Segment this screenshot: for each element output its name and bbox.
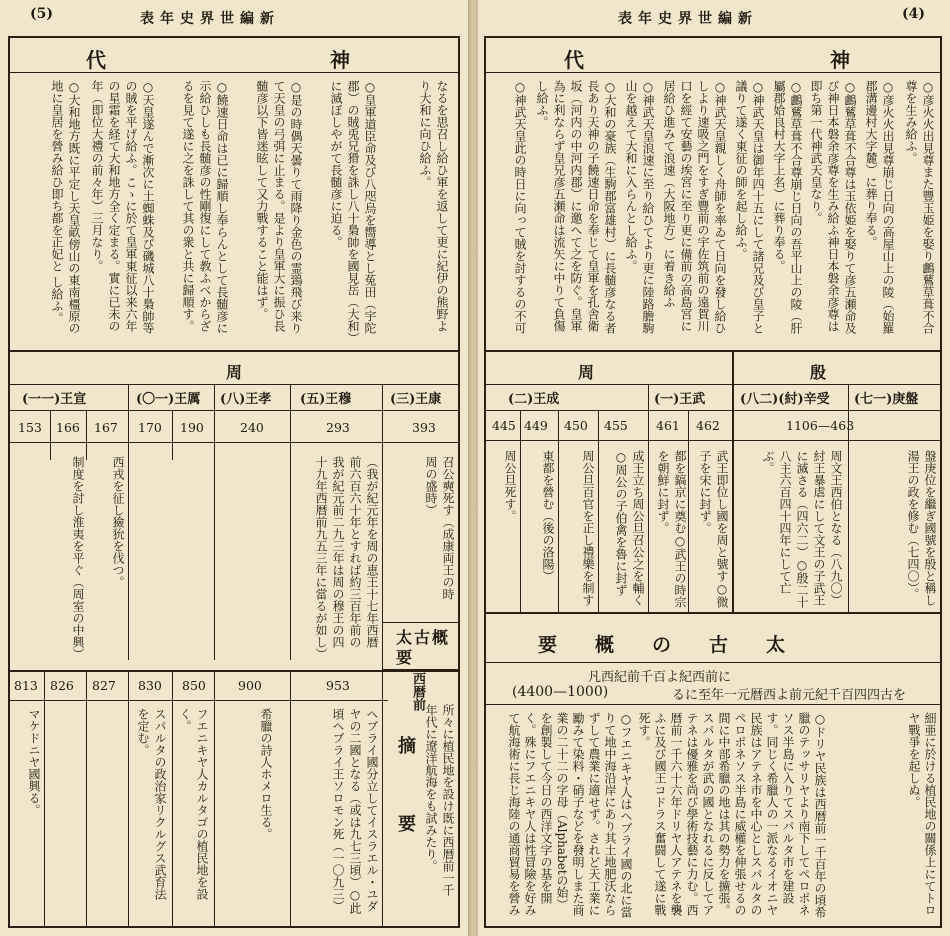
left-year-293: 293 xyxy=(326,420,350,435)
right-year-449: 449 xyxy=(524,418,548,433)
left-narrative-2: ○皇軍道臣命及び八咫烏を嚮導とし菟田（宇陀郡）の賊兎兄猾を誅し八十梟帥を國見岳（大和）に滅ぼしやがて長髄彦に迫る。 xyxy=(329,80,377,338)
left-era-year-900: 900 xyxy=(238,678,262,693)
left-king-xuan: (一一)王宣 xyxy=(22,392,87,407)
left-section-box-label: 太古概要 xyxy=(396,628,451,667)
right-king-cheng: (二)王成 xyxy=(508,392,560,407)
left-era-event-4: フエニキヤ人カルタゴの植民地を設く。 xyxy=(178,708,209,900)
left-year-240: 240 xyxy=(240,420,264,435)
left-era-year-826: 826 xyxy=(50,678,74,693)
right-era-range: (4400—1000) xyxy=(512,684,609,700)
left-era-event-1: 所々に植民地を設け既に西暦前一千年代に遼洋航海をも試みたり。 xyxy=(424,704,455,896)
right-event-cheng-4: 周公旦死す。 xyxy=(503,450,517,522)
right-event-zhou: 周文王西伯となる（八九〇）紂王暴虐にして文王の子武王に滅さる（四六二）○殷二十八主六百四十四年にして亡ぶ。 xyxy=(761,450,843,608)
right-dynasty-zhou: 周 xyxy=(578,363,595,382)
right-section-title-left: 代 xyxy=(564,48,584,72)
right-narrative-6: ○神武天皇親しく舟師を率ゐて日向を發し給ひしより速吸之門をすぎ豐前の宇佐筑前の遠賀川口を經て安藝の埃宮に至り更に備前の高島宮に居給ひ進みて浪速（大阪地方）に着き給ふ xyxy=(662,80,727,334)
right-event-wu-1: 武王即位し國を周と號す○微子を宋に封ず。 xyxy=(698,450,729,608)
left-narrative-5: ○天皇遂んで漸次に土蜘蛛及び磯城八十梟帥等の賊を平げ給ふ。こゝに於て皇軍東征以来六年の星霜を経て大和地方全く定まる。實に已未の年（即位大禮の前々年）三月なり。 xyxy=(90,80,155,334)
right-narrative-3: ○鸕鶿草葺不合尊は玉依姫を娶りて彦五瀬命及び神日本磐余彦尊を生み給ふ神日本磐余彦尊は即ち第一代神武天皇なり。 xyxy=(809,80,857,334)
left-era-year-953: 953 xyxy=(326,678,350,693)
left-era-year-813: 813 xyxy=(14,678,38,693)
left-era-event-6: マケドニヤ國興る。 xyxy=(27,708,41,816)
right-year-450: 450 xyxy=(564,418,588,433)
right-year-455: 455 xyxy=(604,418,628,433)
left-era-year-827: 827 xyxy=(92,678,116,693)
right-page-number: (4) xyxy=(902,6,925,22)
left-era-event-2: ヘブライ國分立してイスラエル・ユダヤの二國となる（或は九七三頃）○此頃ヘブライ王ソロモン死（一〇九三） xyxy=(331,708,379,914)
right-section-title-right: 神 xyxy=(830,48,850,72)
left-era-label: 西暦前 xyxy=(410,672,425,711)
right-narrative-4: ○鸕鶿草葺不合尊崩じ日向の吾平山上の陵（肝屬郡姶良村大字上名）に葬り奉る。 xyxy=(772,80,803,334)
right-era-event-2: ○ドリヤ民族は西暦前一千百年の頃希臘のテッサリヤより南下してペロポネソス半島に入りてスパルタ市を建設す。同じく希臘人の一派なるイオニヤ民族はアテネ市を中心としスパルタのペロポネソス半島に威權を伸張せるの間に中部希臘の地は其の勢力を擴張。スパルタが武の國となれるに反してアテネは優雅を尚び學術技藝に力む。西暦前一千六十六年ドリヤ人アテネを襲ふに及び國王コドラス奮闘して遂に戰死す。 xyxy=(637,712,827,918)
right-king-pangeng: (七一)庚盤 xyxy=(854,392,919,407)
right-summary-subtitle: るに至年一元暦西よ前元紀千百四四古を xyxy=(672,688,907,703)
right-king-zhou: (八二)(紂)辛受 xyxy=(740,392,830,407)
left-year-190: 190 xyxy=(180,420,204,435)
left-era-event-5: スパルタの政治家リクルグス武育法を定む。 xyxy=(136,708,167,900)
left-king-xiao: (八)王孝 xyxy=(220,392,272,407)
right-year-range: 1106—463 xyxy=(786,418,855,433)
left-page-number: (5) xyxy=(30,6,53,22)
left-year-170: 170 xyxy=(138,420,162,435)
left-page xyxy=(0,0,468,936)
left-year-167: 167 xyxy=(94,420,118,435)
left-era-year-830: 830 xyxy=(138,678,162,693)
left-narrative-6: ○大和地方既に平定し天皇畝傍山の東南橿原の地に皇居を營み給ひ即ち都を正妃と し給ふ。 xyxy=(50,80,81,334)
left-year-166: 166 xyxy=(56,420,80,435)
left-king-li: (〇一)王厲 xyxy=(136,392,201,407)
left-running-title: 表年史界世編新 xyxy=(140,11,280,27)
right-era-event-3: ○フエニキヤ人はヘブライ國の北に當りて地中海沿岸にあり其土地肥沃ならずして農業に適せず。されど天工業に勵みて染料・硝子などを發明しまた商業の二十二の字母（Alphabetの始）を創製して今日の西洋文字の基を開く。殊にフエニキヤ人は性冒險を好みて航海術に長じ海陸の通商貿易を營み xyxy=(507,712,633,918)
left-king-mu: (五)王穆 xyxy=(300,392,352,407)
right-dynasty-yin: 殷 xyxy=(810,363,827,382)
left-year-153: 153 xyxy=(18,420,42,435)
right-event-wu-2: 都を鎬京に奠む○武王の時宗を朝鮮に封ず。 xyxy=(656,450,687,608)
right-year-445: 445 xyxy=(492,418,516,433)
left-event-li: 西戎を征し獫狁を伐つ。 xyxy=(111,456,125,588)
left-summary-label: 摘要 xyxy=(395,736,416,892)
book-gutter xyxy=(468,0,478,936)
left-era-event-3: 希臘の詩人ホメロ生る。 xyxy=(259,708,273,840)
right-narrative-8: ○大和の豪族（生駒郡富雄村）に長髄彦なる者長あり天神の子饒速日命を奉じて皇軍を孔舎衛坂（河内の中河内郡）に邀へて之を防ぐ。皇軍為に利ならず皇兄彦五瀬命は流矢に中りて負傷し給ふ。 xyxy=(535,80,617,334)
right-king-wu: (一)王武 xyxy=(654,392,706,407)
right-year-461: 461 xyxy=(656,418,680,433)
right-summary-subtitle-top: 凡西紀前千百よ紀西前に xyxy=(588,670,732,685)
right-event-cheng-2: 周公旦百官を正し禮樂を制す xyxy=(581,450,595,606)
left-king-kang: (三)王康 xyxy=(390,392,442,407)
right-summary-heading: 要 概 の 古 太 xyxy=(538,634,786,656)
left-narrative-3: ○是の時偶天曇りて雨降り金色の霊鵄飛び来りて天皇の弓弭に止まる。是より皇軍大に振ひ長髄彦以下皆迷眩して又力戰すること能はず。 xyxy=(255,80,303,334)
left-section-title-left: 代 xyxy=(86,48,106,72)
right-page xyxy=(478,0,950,936)
right-event-cheng-1: 成王立ち周公旦召公之を輔く○周公の子伯禽を魯に封ず xyxy=(614,450,645,606)
right-year-462: 462 xyxy=(696,418,720,433)
right-event-pangeng: 盤庚位を繼ぎ國號を殷と稱し湯王の政を修む（七四〇）。 xyxy=(906,450,937,606)
left-event-mu: （我が紀元年を周の恵王十七年西暦前六百六十年とすれば約三百年前の我が紀元前二九三年は周の穆王の四十九年西暦前九五三年に當るが如し） xyxy=(314,456,379,660)
left-year-393: 393 xyxy=(412,420,436,435)
left-era-year-850: 850 xyxy=(182,678,206,693)
left-narrative-1: なるを思召し給ひ軍を返して更に紀伊の熊野より大和に向ひ給ふ。 xyxy=(418,80,449,332)
right-narrative-9: ○神武天皇此の時日に向って賊を討するの不可 xyxy=(513,80,527,334)
left-section-title-right: 神 xyxy=(330,48,350,72)
left-event-kang: 召公奭死す（成康両王の時周の盛時） xyxy=(424,456,455,600)
right-narrative-5: ○神武天皇は御年四十五にして諸兄及び皇子と議りて遂く東征の師を起し給ふ。 xyxy=(734,80,765,334)
right-event-cheng-3: 東都を營む（後の洛陽） xyxy=(541,450,555,582)
left-narrative-4: ○饒速日命は已に歸順し奉らんとして長髄彦に示給ひしも長髄彦の性剛復にして教ふべからざるを見て遂に之を誅して其の衆と共に歸順す。 xyxy=(181,80,229,334)
right-era-event-1: 細亜に於ける植民地の關係上にてトロヤ戰爭を起しぬ。 xyxy=(907,712,937,916)
left-dynasty-heading: 周 xyxy=(226,363,243,382)
right-narrative-1: ○彦火火出見尊また豐玉姫を娶り鸕鶿草葺不合尊を生み給ふ。 xyxy=(904,80,935,334)
right-narrative-2: ○彦火火出見尊崩じ日向の高屋山上の陵（始羅郡溝邊村大字麓）に葬り奉る。 xyxy=(864,80,895,334)
right-running-title: 表年史界世編新 xyxy=(618,11,758,27)
right-narrative-7: ○神武天皇浪速に至り給ひてより更に陸路膽駒山を越えて大和に入らんとし給ふ。 xyxy=(624,80,655,334)
left-event-xuan: 制度を討し淮夷を平ぐ（周室の中興） xyxy=(71,456,85,660)
